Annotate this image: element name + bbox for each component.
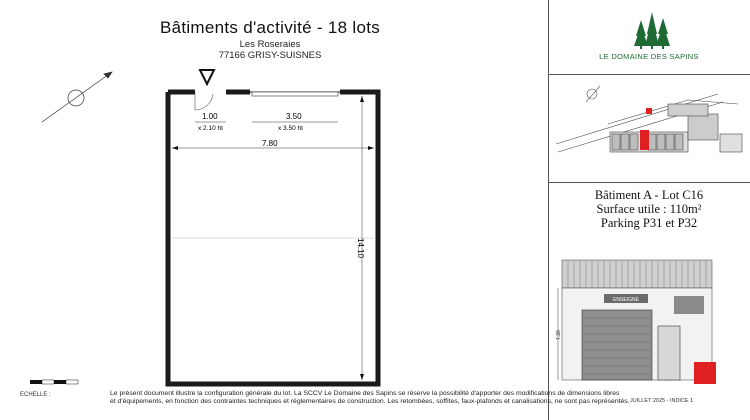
footer-reference: JUILLET 2025 - INDICE 1 (630, 398, 694, 404)
logo-box (548, 0, 750, 75)
lot-building: Bâtiment A - Lot C16 (594, 188, 704, 202)
entrance-marker-icon (200, 70, 214, 84)
disclaimer-line-1: Le présent document illustre la configuration générale du lot. La SCCV Le Domaine des Sapins se réserve la possibilité d'apporter des modifications de dimensions libres (110, 390, 620, 397)
shutter-height-label: x 3.50 ht (278, 125, 303, 132)
site-map-drawing (548, 74, 750, 182)
fir-trees-logo (548, 0, 750, 74)
interior-depth-label: 14.10 (356, 238, 365, 259)
interior-width-label: 7.80 (262, 139, 278, 148)
door-width-label: 1.00 (202, 112, 218, 121)
lot-highlight (640, 130, 649, 150)
sign-label: ENSEIGNE (613, 297, 639, 303)
scale-bar (30, 380, 78, 384)
page-title: Bâtiments d'activité - 18 lots (159, 18, 381, 37)
lot-surface: Surface utile : 110m² (596, 202, 702, 216)
scale-label: ECHELLE : (20, 392, 51, 398)
facade-height-label: 7.30 (556, 330, 562, 340)
shutter-width-label: 3.50 (286, 112, 302, 121)
parking-highlight (646, 108, 652, 114)
subtitle-address: 77166 GRISY-SUISNES (218, 50, 322, 61)
site-map (548, 74, 750, 183)
subtitle-location: Les Roseraies (239, 39, 301, 50)
north-arrow-icon (42, 72, 112, 122)
floor-plan (30, 62, 400, 392)
logo-text: LE DOMAINE DES SAPINS (599, 52, 699, 61)
lot-parking: Parking P31 et P32 (600, 216, 698, 230)
facade-elevation (556, 256, 716, 392)
disclaimer (110, 390, 630, 406)
door-height-label: x 2.10 ht (198, 125, 223, 132)
disclaimer-line-2: et d'équipements, en fonction des contraintes techniques et réglementaires de construction. Les retombées, soffites, faux-plafonds et canalisations, ne sont pas représentés. (110, 398, 630, 405)
